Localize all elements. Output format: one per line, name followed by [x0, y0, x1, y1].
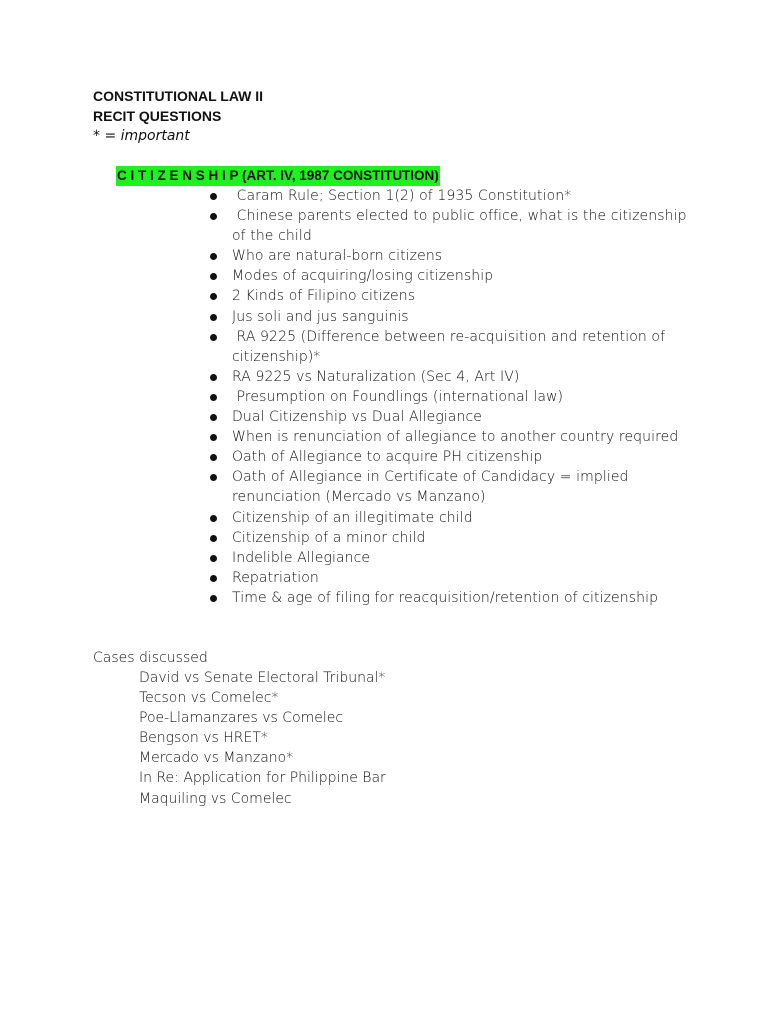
- question-text: Jus soli and jus sanguinis: [232, 308, 409, 325]
- question-text: Modes of acquiring/losing citizenship: [232, 268, 494, 285]
- question-item: [206, 407, 696, 427]
- question-item: [206, 327, 696, 367]
- case-item: Bengson vs HRET*: [139, 730, 268, 747]
- case-item: Maquiling vs Comelec: [139, 790, 292, 807]
- question-item: [206, 246, 696, 266]
- section-heading: C I T I Z E N S H I P (ART. IV, 1987 CONSTITUTION): [116, 166, 440, 186]
- bullet-icon: [210, 515, 217, 522]
- bullet-icon: [210, 414, 217, 421]
- bullet-icon: [210, 193, 217, 200]
- question-item: [206, 528, 696, 548]
- question-text: Citizenship of a minor child: [232, 529, 426, 546]
- question-item: [206, 387, 696, 407]
- importance-legend: * = important: [93, 128, 190, 144]
- question-item: [206, 467, 696, 507]
- question-item: [206, 427, 696, 447]
- bullet-icon: [210, 273, 217, 280]
- question-text: Who are natural-born citizens: [232, 248, 443, 265]
- question-text: RA 9225 (Difference between re-acquisition and retention of citizenship)*: [232, 328, 670, 365]
- question-item: [206, 447, 696, 467]
- question-text: Citizenship of an illegitimate child: [232, 509, 473, 526]
- question-text: Time & age of filing for reacquisition/retention of citizenship: [232, 589, 659, 606]
- question-item: [206, 568, 696, 588]
- question-item: [206, 367, 696, 387]
- bullet-icon: [210, 474, 217, 481]
- case-item: Mercado vs Manzano*: [139, 750, 294, 767]
- bullet-icon: [210, 595, 217, 602]
- question-text: RA 9225 vs Naturalization (Sec 4, Art IV): [232, 368, 520, 385]
- bullet-icon: [210, 314, 217, 321]
- bullet-icon: [210, 434, 217, 441]
- question-text: Repatriation: [232, 569, 319, 586]
- question-text: Dual Citizenship vs Dual Allegiance: [232, 409, 482, 426]
- question-text: Caram Rule; Section 1(2) of 1935 Constitution*: [232, 188, 572, 204]
- question-text: 2 Kinds of Filipino citizens: [232, 288, 416, 305]
- question-item: [206, 206, 696, 246]
- question-item: [206, 508, 696, 528]
- bullet-icon: [210, 394, 217, 401]
- question-list: [206, 186, 696, 608]
- document-subtitle: RECIT QUESTIONS: [93, 108, 222, 124]
- bullet-icon: [210, 575, 217, 582]
- question-item: [206, 266, 696, 286]
- question-text: Presumption on Foundlings (international law): [232, 388, 564, 405]
- cases-label: Cases discussed: [93, 650, 208, 666]
- bullet-icon: [210, 555, 217, 562]
- case-item: In Re: Application for Philippine Bar: [139, 770, 386, 787]
- question-text: Oath of Allegiance to acquire PH citizenship: [232, 449, 543, 466]
- bullet-icon: [210, 535, 217, 542]
- question-text: Oath of Allegiance in Certificate of Candidacy = implied renunciation (Mercado vs Manzano): [232, 469, 634, 506]
- case-item: Poe-Llamanzares vs Comelec: [139, 710, 344, 727]
- bullet-icon: [210, 334, 217, 341]
- question-item: [206, 307, 696, 327]
- case-item: David vs Senate Electoral Tribunal*: [139, 670, 386, 686]
- bullet-icon: [210, 213, 217, 220]
- bullet-icon: [210, 293, 217, 300]
- question-text: Indelible Allegiance: [232, 549, 371, 566]
- bullet-icon: [210, 374, 217, 381]
- case-item: Tecson vs Comelec*: [139, 690, 279, 707]
- bullet-icon: [210, 454, 217, 461]
- question-item: [206, 588, 696, 608]
- question-text: Chinese parents elected to public office, what is the citizenship of the child: [232, 208, 692, 245]
- question-text: When is renunciation of allegiance to another country required: [232, 429, 679, 446]
- question-item: [206, 286, 696, 306]
- question-item: [206, 548, 696, 568]
- question-item: [206, 186, 696, 206]
- bullet-icon: [210, 253, 217, 260]
- cases-list: [139, 668, 386, 809]
- document-title: CONSTITUTIONAL LAW II: [93, 88, 264, 104]
